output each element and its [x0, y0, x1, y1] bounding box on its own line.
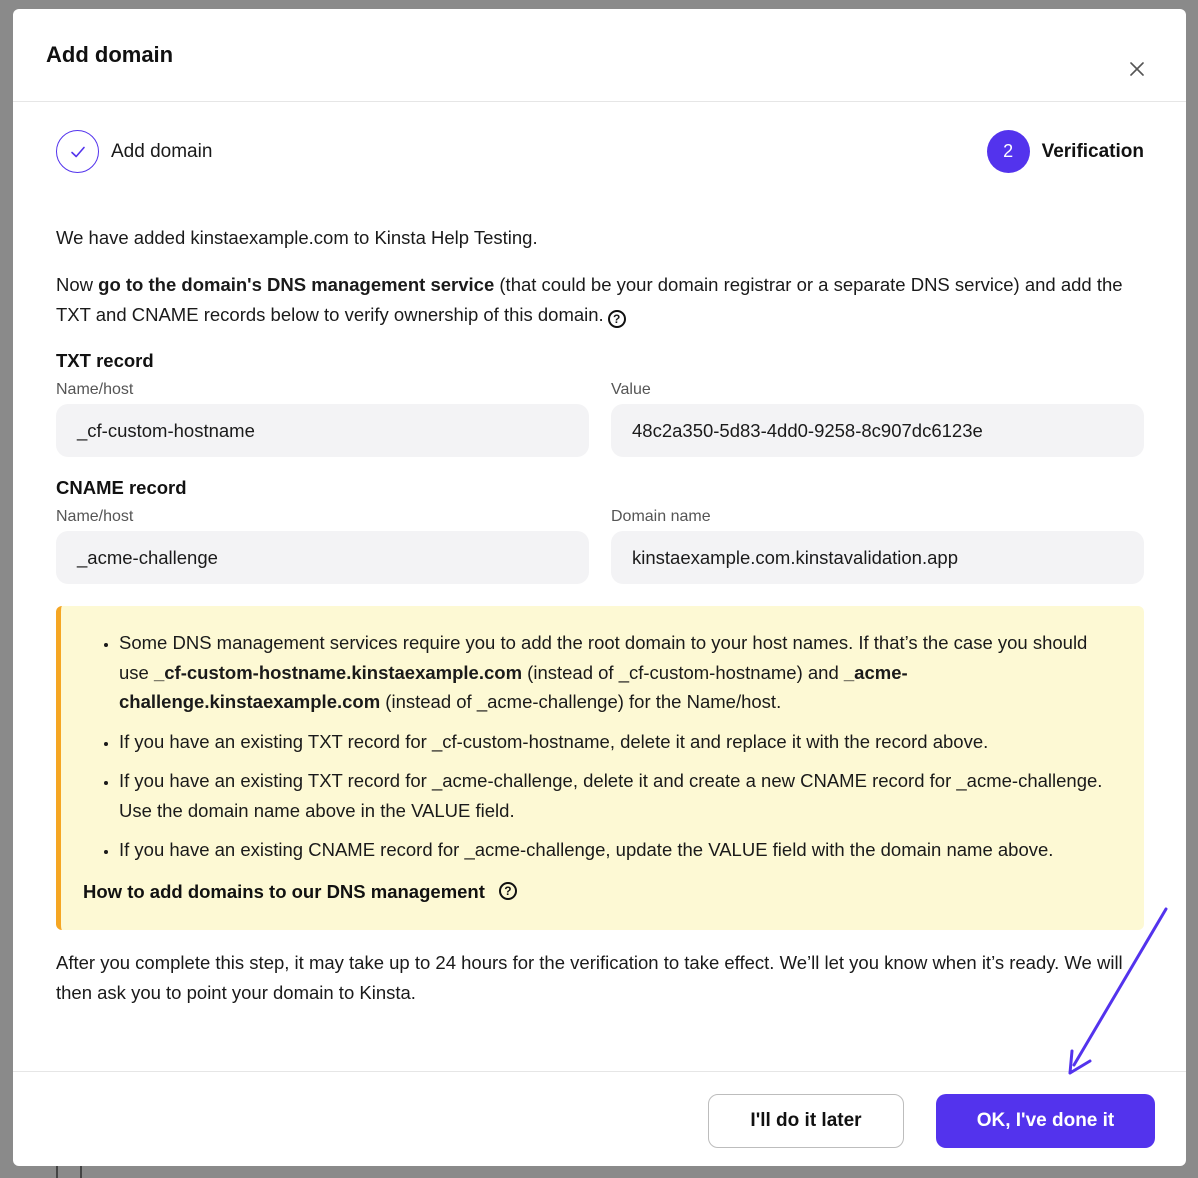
- instructions-emphasis: go to the domain's DNS management service: [98, 274, 495, 295]
- step-label: Add domain: [111, 140, 213, 162]
- help-link-label: How to add domains to our DNS management: [83, 880, 485, 902]
- field-label: Name/host: [56, 508, 134, 525]
- cname-name-value[interactable]: _acme-challenge: [56, 531, 589, 584]
- outro-text: After you complete this step, it may take up to 24 hours for the verification to take effect. We’ll let you know when it’s ready. We will then ask you to point your domain to Kinsta.: [56, 952, 1123, 1003]
- intro-text: We have added kinstaexample.com to Kinsta Help Testing.: [56, 227, 538, 248]
- txt-record-fields: [56, 379, 1144, 457]
- close-button[interactable]: [1125, 57, 1149, 81]
- cname-domain-field: [611, 506, 1144, 584]
- cname-domain-value[interactable]: kinstaexample.com.kinstavalidation.app: [611, 531, 1144, 584]
- field-label: Value: [611, 381, 651, 398]
- notice-item: • If you have an existing CNAME record for _acme-challenge, update the VALUE field with the domain name above.: [119, 835, 1118, 865]
- field-label: Domain name: [611, 508, 711, 525]
- cname-record-fields: [56, 506, 1144, 584]
- notice-emphasis: _cf-custom-hostname.kinstaexample.com: [153, 661, 523, 683]
- notice-list: [83, 628, 1118, 865]
- notice-item: • If you have an existing TXT record for _cf-custom-hostname, delete it and replace it with the record above.: [119, 727, 1118, 757]
- cname-record-title: CNAME record: [56, 477, 187, 498]
- help-icon[interactable]: ?: [608, 310, 626, 328]
- notice-text: (instead of _cf-custom-hostname) and: [522, 661, 844, 683]
- modal-header: [13, 9, 1186, 102]
- modal-title: Add domain: [46, 42, 174, 67]
- step-add-domain: [56, 130, 212, 173]
- check-icon: [69, 143, 87, 161]
- instructions-prefix: Now: [56, 274, 99, 295]
- txt-name-field: [56, 379, 589, 457]
- step-number-badge: 2: [987, 130, 1030, 173]
- annotation-arrow-icon: [1060, 905, 1172, 1077]
- notice-item: • If you have an existing TXT record for _acme-challenge, delete it and create a new CNAME record for _acme-challenge. Use the domain name above in the VALUE field.: [119, 766, 1118, 825]
- add-domain-modal: [13, 9, 1186, 1166]
- step-label: Verification: [1041, 140, 1144, 162]
- txt-value-field: [611, 379, 1144, 457]
- dns-management-help-link[interactable]: [83, 877, 517, 907]
- stepper: [56, 130, 1144, 174]
- close-icon: [1129, 61, 1145, 77]
- notice-item: [119, 628, 1118, 717]
- do-it-later-button[interactable]: I'll do it later: [708, 1094, 904, 1148]
- cname-name-field: [56, 506, 589, 584]
- modal-body: [56, 223, 1144, 1008]
- modal-footer: [13, 1071, 1186, 1166]
- step-complete-indicator: [56, 130, 99, 173]
- notice-emphasis: _acme-challenge.kinstaexample.com: [119, 661, 908, 712]
- txt-record-title: TXT record: [56, 350, 154, 371]
- help-icon: ?: [499, 882, 517, 900]
- txt-value-value[interactable]: 48c2a350-5d83-4dd0-9258-8c907dc6123e: [611, 404, 1144, 457]
- dns-notice: [56, 606, 1144, 930]
- txt-name-value[interactable]: _cf-custom-hostname: [56, 404, 589, 457]
- step-verification: [987, 130, 1144, 173]
- notice-text: (instead of _acme-challenge) for the Name/host.: [380, 691, 782, 712]
- done-button[interactable]: OK, I've done it: [936, 1094, 1155, 1148]
- instructions-text: [56, 270, 1144, 330]
- instructions-suffix: (that could be your domain registrar or a separate DNS service) and add the TXT and CNAME records below to verify ownership of this domain.: [56, 274, 1123, 325]
- notice-text: Some DNS management services require you to add the root domain to your host names. If that’s the case you should use: [119, 632, 1088, 683]
- field-label: Name/host: [56, 381, 134, 398]
